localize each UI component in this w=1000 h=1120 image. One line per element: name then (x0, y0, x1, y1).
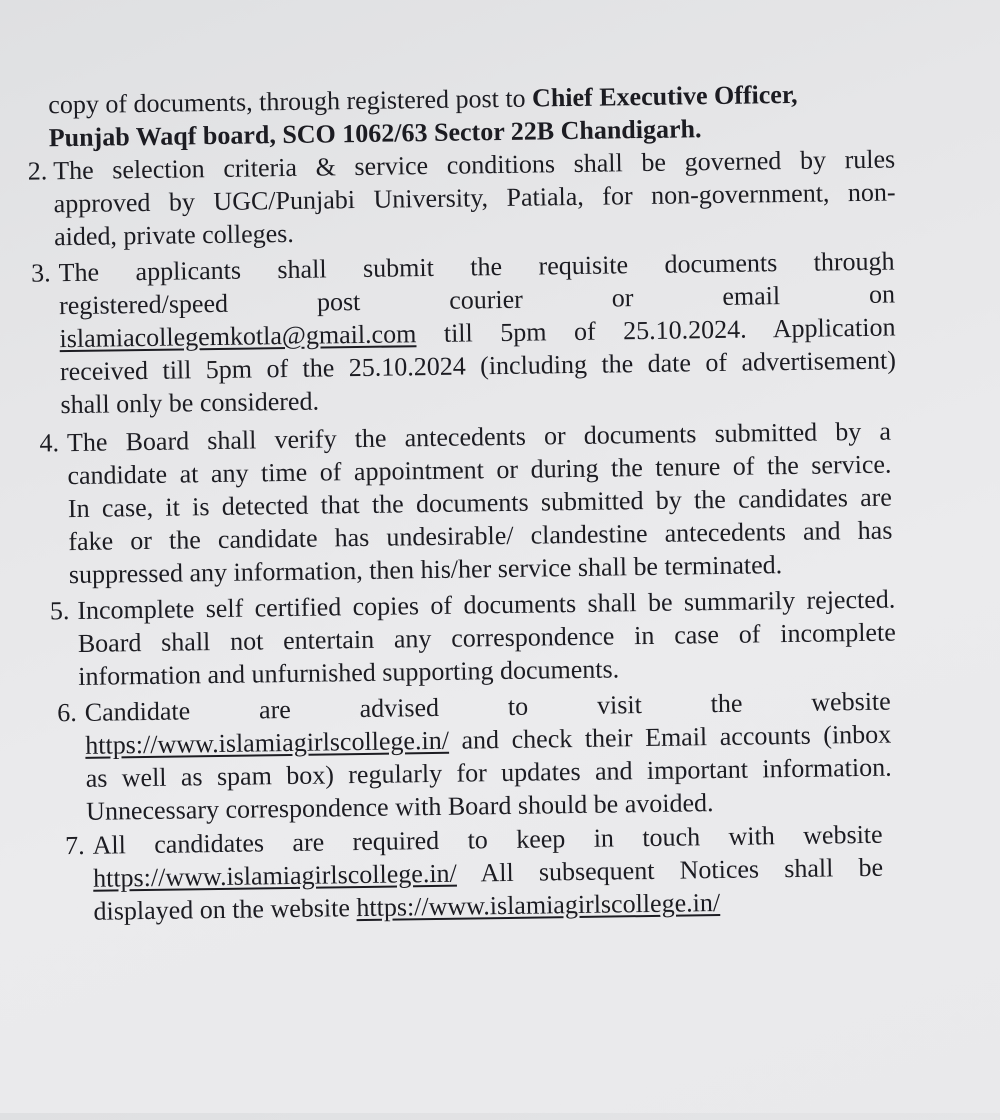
item-line: Incomplete self certified copies of documents shall be summarily rejected. (77, 584, 896, 625)
item-line: The selection criteria & service conditions shall be governed by rules (53, 144, 896, 186)
item-line: displayed on the website https://www.islamiagirlscollege.in/ (93, 888, 721, 926)
item-number: 2. (27, 156, 48, 186)
item-line: aided, private colleges. (53, 218, 295, 252)
website-link[interactable]: https://www.islamiagirlscollege.in/ (92, 858, 457, 893)
item-line: information and unfurnished supporting documents. (78, 654, 620, 691)
website-link[interactable]: https://www.islamiagirlscollege.in/ (356, 888, 721, 923)
item-body (67, 415, 893, 591)
item-line: The Board shall verify the antecedents or documents submitted by a (66, 416, 892, 458)
item-body (58, 245, 896, 422)
item-line: fake or the candidate has undesirable/ clandestine antecedents and has (68, 515, 893, 557)
item-line: suppressed any information, then his/her service shall be terminated. (68, 550, 783, 590)
item-number: 4. (39, 428, 60, 458)
item-line: as well as spam box) regularly for updates and important information. (85, 752, 892, 793)
website-link[interactable]: https://www.islamiagirlscollege.in/ (85, 725, 450, 760)
item-body (85, 685, 893, 828)
item-line: registered/speed post courier or email on (58, 279, 896, 321)
item-number: 7. (64, 830, 85, 861)
intro-line-1: copy of documents, through registered post to Chief Executive Officer, (48, 79, 798, 120)
item-line: approved by UGC/Punjabi University, Patiala, for non-government, non- (53, 177, 896, 219)
item-line: In case, it is detected that the documents submitted by the candidates are (67, 482, 893, 524)
item-line: candidate at any time of appointment or during the tenure of the service. (67, 449, 892, 491)
item-body (53, 142, 896, 253)
intro-line-2: Punjab Waqf board, SCO 1062/63 Sector 22B Chandigarh. (48, 114, 702, 153)
item-line: received till 5pm of the 25.10.2024 (including the date of advertisement) (59, 345, 897, 387)
intro-paragraph (48, 76, 895, 154)
item-body (77, 583, 896, 693)
item-line: https://www.islamiagirlscollege.in/ and check their Email accounts (inbox (85, 719, 892, 760)
item-line: Unnecessary correspondence with Board should be avoided. (85, 788, 714, 826)
item-number: 3. (30, 258, 51, 288)
item-line: The applicants shall submit the requisite documents through (58, 246, 895, 288)
item-line: shall only be considered. (60, 386, 320, 420)
item-line: Candidate are advised to visit the website (84, 686, 891, 727)
item-line: All candidates are required to keep in touch with website (92, 819, 883, 860)
item-number: 5. (49, 596, 70, 626)
item-body (92, 818, 883, 928)
item-line: islamiacollegemkotla@gmail.com till 5pm of 25.10.2024. Application (59, 312, 896, 354)
item-line: Board shall not entertain any correspondence in case of incomplete (77, 617, 896, 658)
email-link[interactable]: islamiacollegemkotla@gmail.com (59, 319, 417, 354)
item-number: 6. (57, 697, 77, 728)
item-line: https://www.islamiagirlscollege.in/ All subsequent Notices shall be (92, 852, 884, 893)
